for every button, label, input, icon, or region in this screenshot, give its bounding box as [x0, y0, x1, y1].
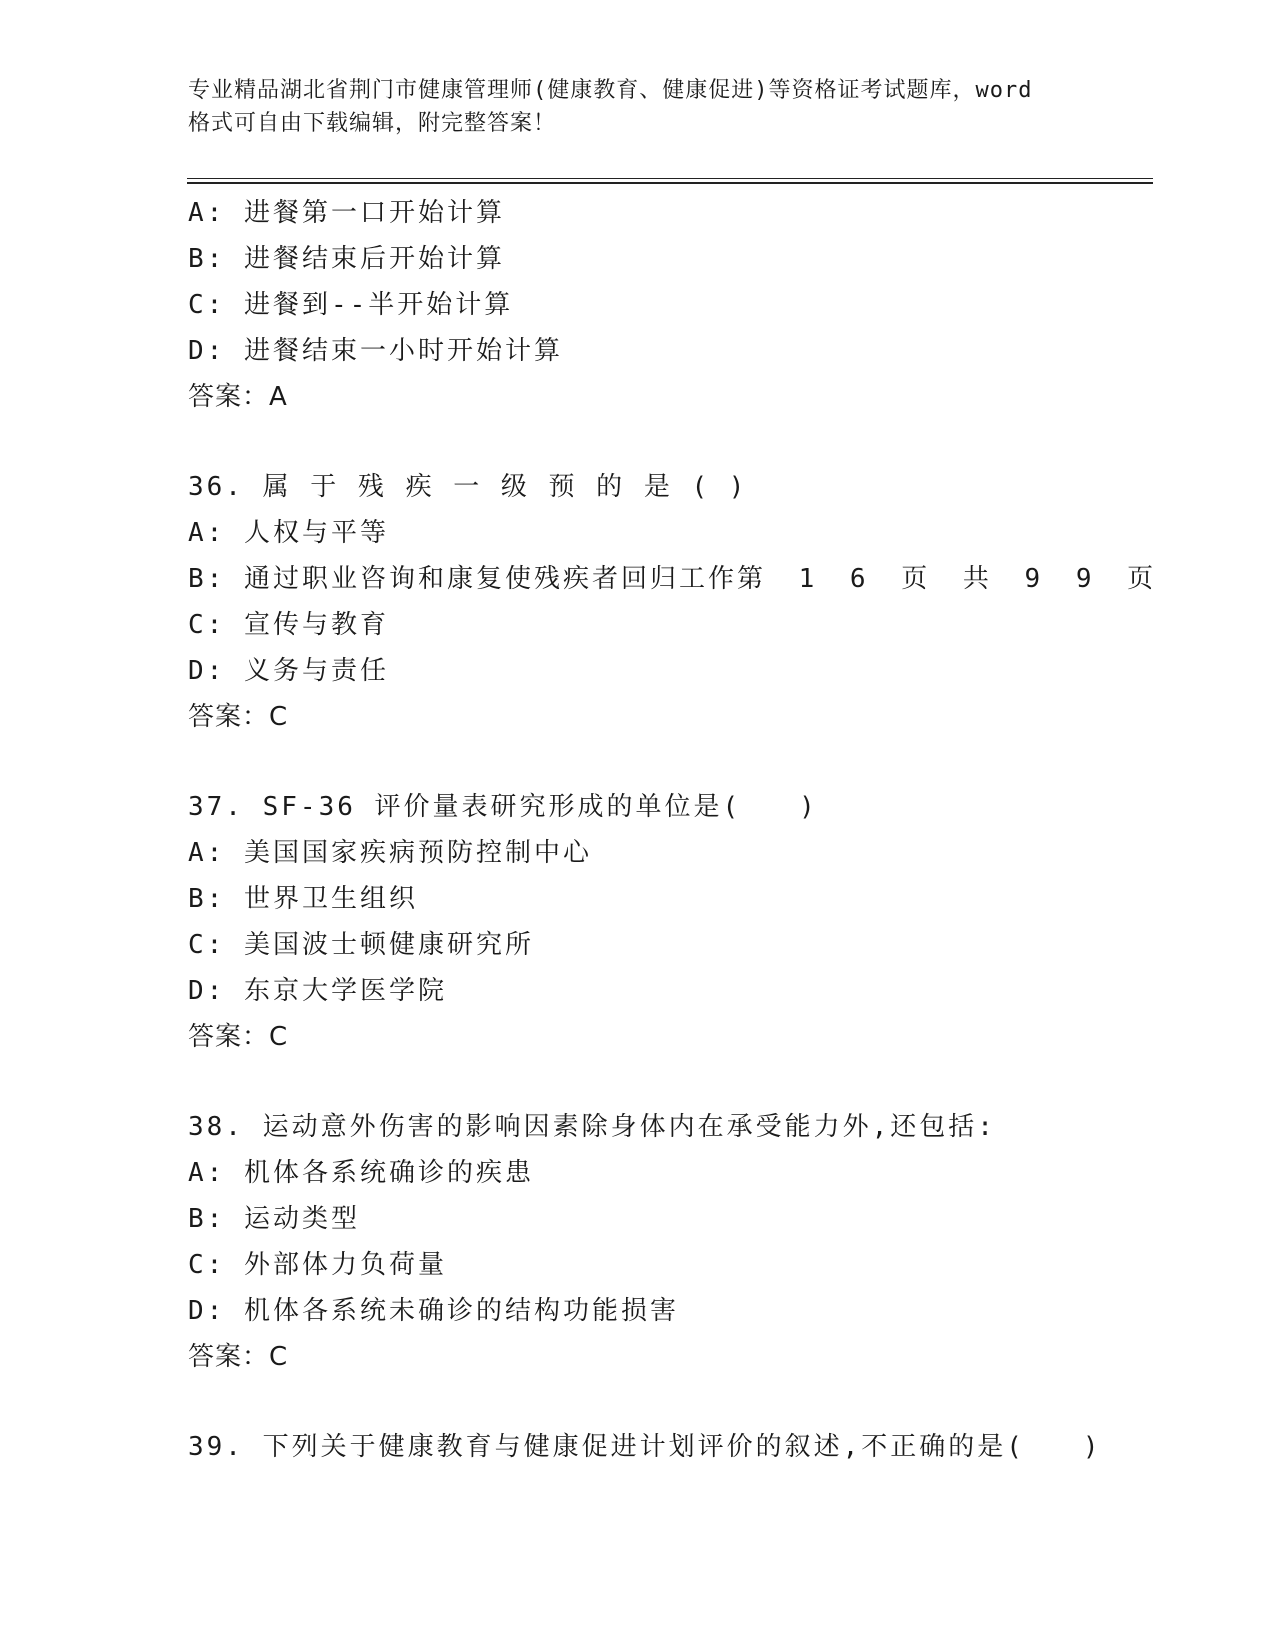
- option-d: D: 义务与责任: [188, 656, 389, 686]
- question-37: [188, 784, 1148, 1060]
- answer: 答案：A: [188, 382, 288, 412]
- answer: 答案：C: [188, 702, 289, 732]
- page-number: 第 1 6 页 共 9 9 页: [736, 564, 1164, 594]
- question-38: [188, 1104, 1148, 1380]
- option-c: C: 进餐到--半开始计算: [188, 290, 514, 320]
- option-b: B: 进餐结束后开始计算: [188, 244, 505, 274]
- spacer: [188, 740, 1148, 784]
- question-stem: 37. SF-36 评价量表研究形成的单位是( ): [188, 792, 818, 822]
- option-a: A: 进餐第一口开始计算: [188, 198, 505, 228]
- header-line-2: 格式可自由下载编辑，附完整答案！: [188, 111, 557, 136]
- header-divider-thick: [187, 182, 1153, 184]
- page-header: [188, 74, 1088, 140]
- question-stem: 38. 运动意外伤害的影响因素除身体内在承受能力外,还包括:: [188, 1112, 996, 1142]
- header-divider-thin: [187, 178, 1153, 179]
- spacer: [188, 420, 1148, 464]
- question-stem: 39. 下列关于健康教育与健康促进计划评价的叙述,不正确的是( ): [188, 1432, 1102, 1462]
- question-35: [188, 190, 1148, 420]
- option-d: D: 进餐结束一小时开始计算: [188, 336, 563, 366]
- answer: 答案：C: [188, 1022, 289, 1052]
- question-39: [188, 1424, 1148, 1470]
- question-list: [188, 190, 1164, 1470]
- option-c: C: 宣传与教育: [188, 610, 389, 640]
- answer: 答案：C: [188, 1342, 289, 1372]
- option-d: D: 机体各系统未确诊的结构功能损害: [188, 1296, 679, 1326]
- option-b: B: 世界卫生组织: [188, 884, 418, 914]
- option-a: A: 人权与平等: [188, 518, 389, 548]
- option-b: [188, 556, 1164, 602]
- header-line-1: 专业精品湖北省荆门市健康管理师(健康教育、健康促进)等资格证考试题库，word: [188, 78, 1033, 103]
- option-b-text: B: 通过职业咨询和康复使残疾者回归工作: [188, 564, 737, 594]
- spacer: [188, 1380, 1148, 1424]
- option-c: C: 外部体力负荷量: [188, 1250, 447, 1280]
- option-b: B: 运动类型: [188, 1204, 360, 1234]
- option-a: A: 美国国家疾病预防控制中心: [188, 838, 592, 868]
- option-d: D: 东京大学医学院: [188, 976, 447, 1006]
- option-a: A: 机体各系统确诊的疾患: [188, 1158, 534, 1188]
- option-c: C: 美国波士顿健康研究所: [188, 930, 534, 960]
- question-36: [188, 464, 1164, 740]
- spacer: [188, 1060, 1148, 1104]
- question-stem: 36. 属 于 残 疾 一 级 预 的 是 ( ): [188, 472, 748, 502]
